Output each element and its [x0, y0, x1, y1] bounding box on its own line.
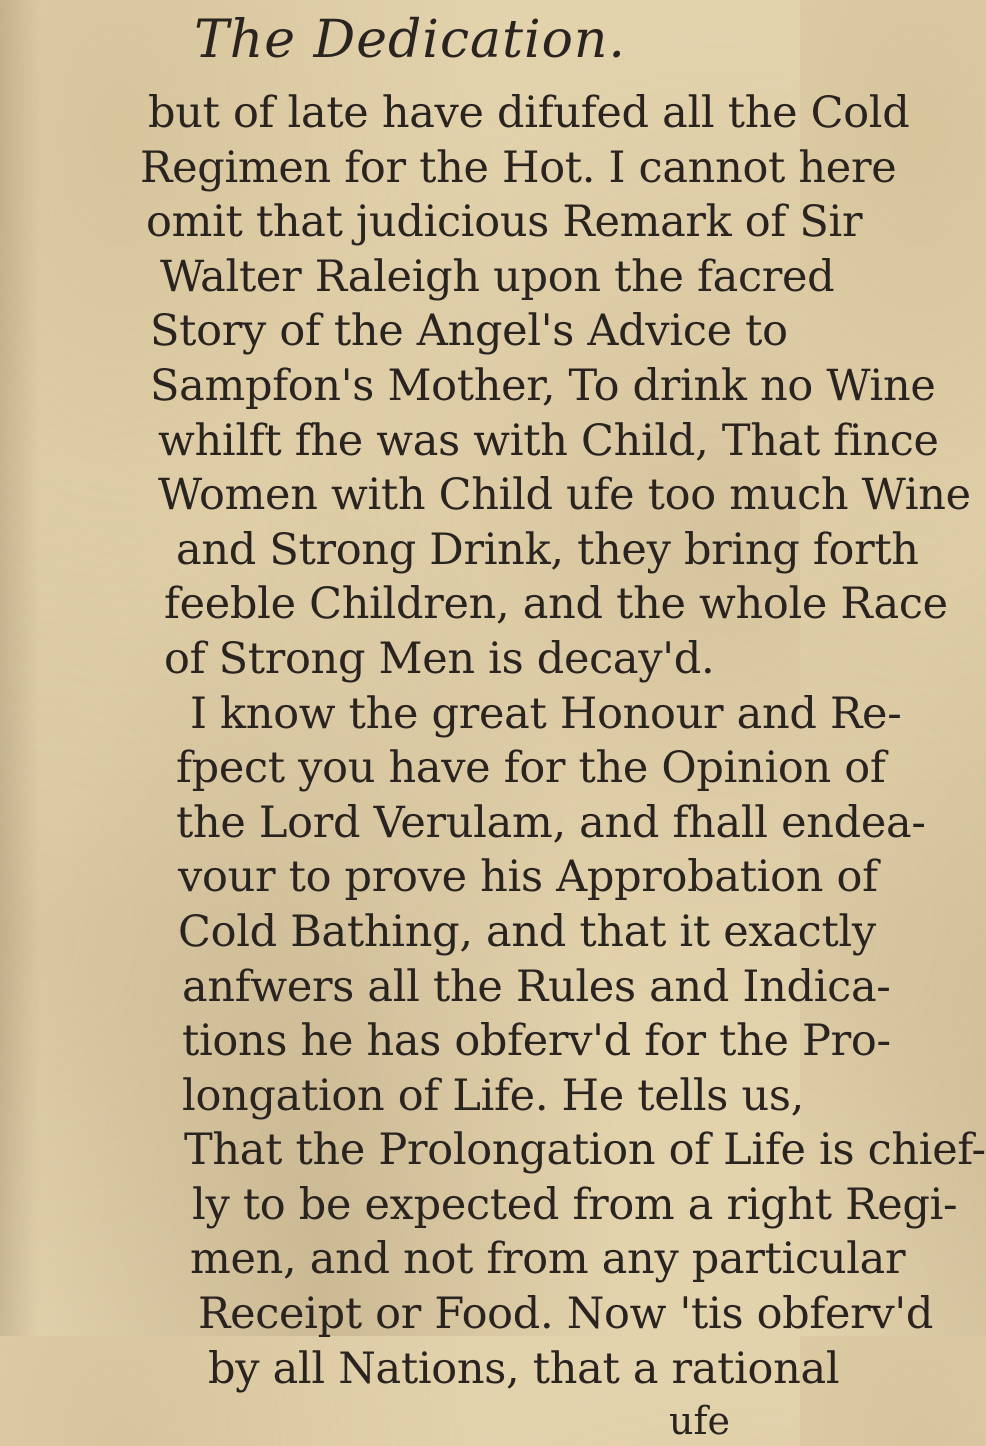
text-line: Regimen for the Hot. I cannot here: [140, 142, 897, 193]
text-line: Walter Raleigh upon the facred: [160, 251, 835, 302]
text-line: whilft fhe was with Child, That fince: [158, 415, 939, 466]
text-line: anfwers all the Rules and Indica-: [182, 961, 891, 1012]
text-line: but of late have difufed all the Cold: [148, 88, 910, 138]
text-line: Cold Bathing, and that it exactly: [178, 906, 876, 957]
body-text: [120, 86, 986, 1446]
text-line: Receipt or Food. Now 'tis obferv'd: [198, 1289, 934, 1340]
text-line: omit that judicious Remark of Sir: [146, 197, 863, 248]
text-line: tions he has obferv'd for the Pro-: [182, 1016, 891, 1067]
text-line: men, and not from any particular: [190, 1234, 906, 1285]
text-line: and Strong Drink, they bring forth: [176, 524, 919, 575]
text-line: Sampfon's Mother, To drink no Wine: [150, 360, 936, 411]
text-line: Story of the Angel's Advice to: [150, 306, 788, 357]
running-head: The Dedication.: [194, 10, 626, 70]
text-line: by all Nations, that a rational: [208, 1343, 840, 1394]
text-line: the Lord Verulam, and fhall endea-: [176, 797, 926, 848]
text-line: of Strong Men is decay'd.: [164, 633, 715, 684]
text-line: That the Prolongation of Life is chief-: [184, 1125, 986, 1176]
text-line: fpect you have for the Opinion of: [176, 743, 886, 794]
text-line: Women with Child ufe too much Wine: [158, 470, 971, 521]
text-line: longation of Life. He tells us,: [182, 1070, 804, 1121]
page-edge-shadow: [0, 0, 40, 1336]
text-line: ly to be expected from a right Regi-: [192, 1179, 958, 1230]
catchword: ufe: [668, 1399, 730, 1444]
text-line: vour to prove his Approbation of: [178, 852, 878, 903]
text-line: I know the great Honour and Re-: [190, 688, 902, 739]
text-line: feeble Children, and the whole Race: [164, 579, 948, 630]
